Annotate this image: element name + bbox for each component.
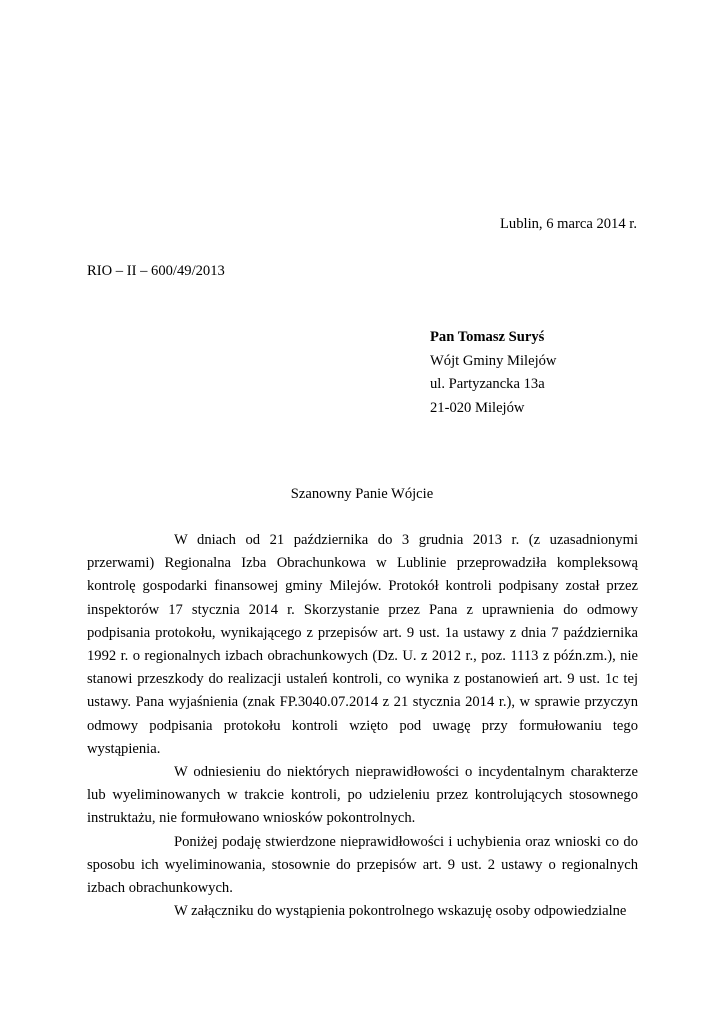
reference-number: RIO – II – 600/49/2013 [87,263,225,279]
recipient-name: Pan Tomasz Suryś [430,329,545,345]
recipient-city: 21-020 Milejów [430,399,525,416]
recipient-street: ul. Partyzancka 13a [430,376,545,392]
body-paragraph: W załączniku do wystąpienia pokontrolnego wskazuję osoby odpowiedzialne [174,903,627,920]
recipient-address [430,326,556,420]
body-paragraph: Poniżej podaję stwierdzone nieprawidłowości i uchybienia oraz wnioski co do sposobu ich wyeliminowania, stosownie do przepisów art. 9 ust. 2 ustawy o regionalnych izbach obrachunkowych. [87,833,638,897]
recipient-title: Wójt Gminy Milejów [430,352,557,369]
body-paragraph: W dniach od 21 października do 3 grudnia 2013 r. (z uzasadnionymi przerwami) Regionalna Izba Obrachunkowa w Lublinie przeprowadziła kompleksową kontrolę gospodarki finansowej gminy Milejów. Protokół kontroli podpisany został przez inspektorów 17 stycznia 2014 r. Skorzystanie przez Pana z uprawnienia do odmowy podpisania protokołu, wynikającego z przepisów art. 9 ust. 1a ustawy z dnia 7 października 1992 r. o regionalnych izbach obrachunkowych (Dz. U. z 2012 r., poz. 1113 z późn.zm.), nie stanowi przeszkody do realizacji ustaleń kontroli, co wynika z postanowień art. 9 ust. 1c tej ustawy. Pana wyjaśnienia (znak FP.3040.07.2014 z 21 stycznia 2014 r.), w sprawie przyczyn odmowy podpisania protokołu kontroli wzięto pod uwagę przy formułowaniu tego wystąpienia. [87,532,638,757]
body-paragraph: W odniesieniu do niektórych nieprawidłowości o incydentalnym charakterze lub wyeliminowanych w trakcie kontroli, po udzieleniu przez kontrolujących stosownego instruktażu, nie formułowano wniosków pokontrolnych. [87,764,638,827]
salutation: Szanowny Panie Wójcie [290,486,434,502]
letter-date: Lublin, 6 marca 2014 r. [500,216,637,232]
letter-body [87,529,638,923]
